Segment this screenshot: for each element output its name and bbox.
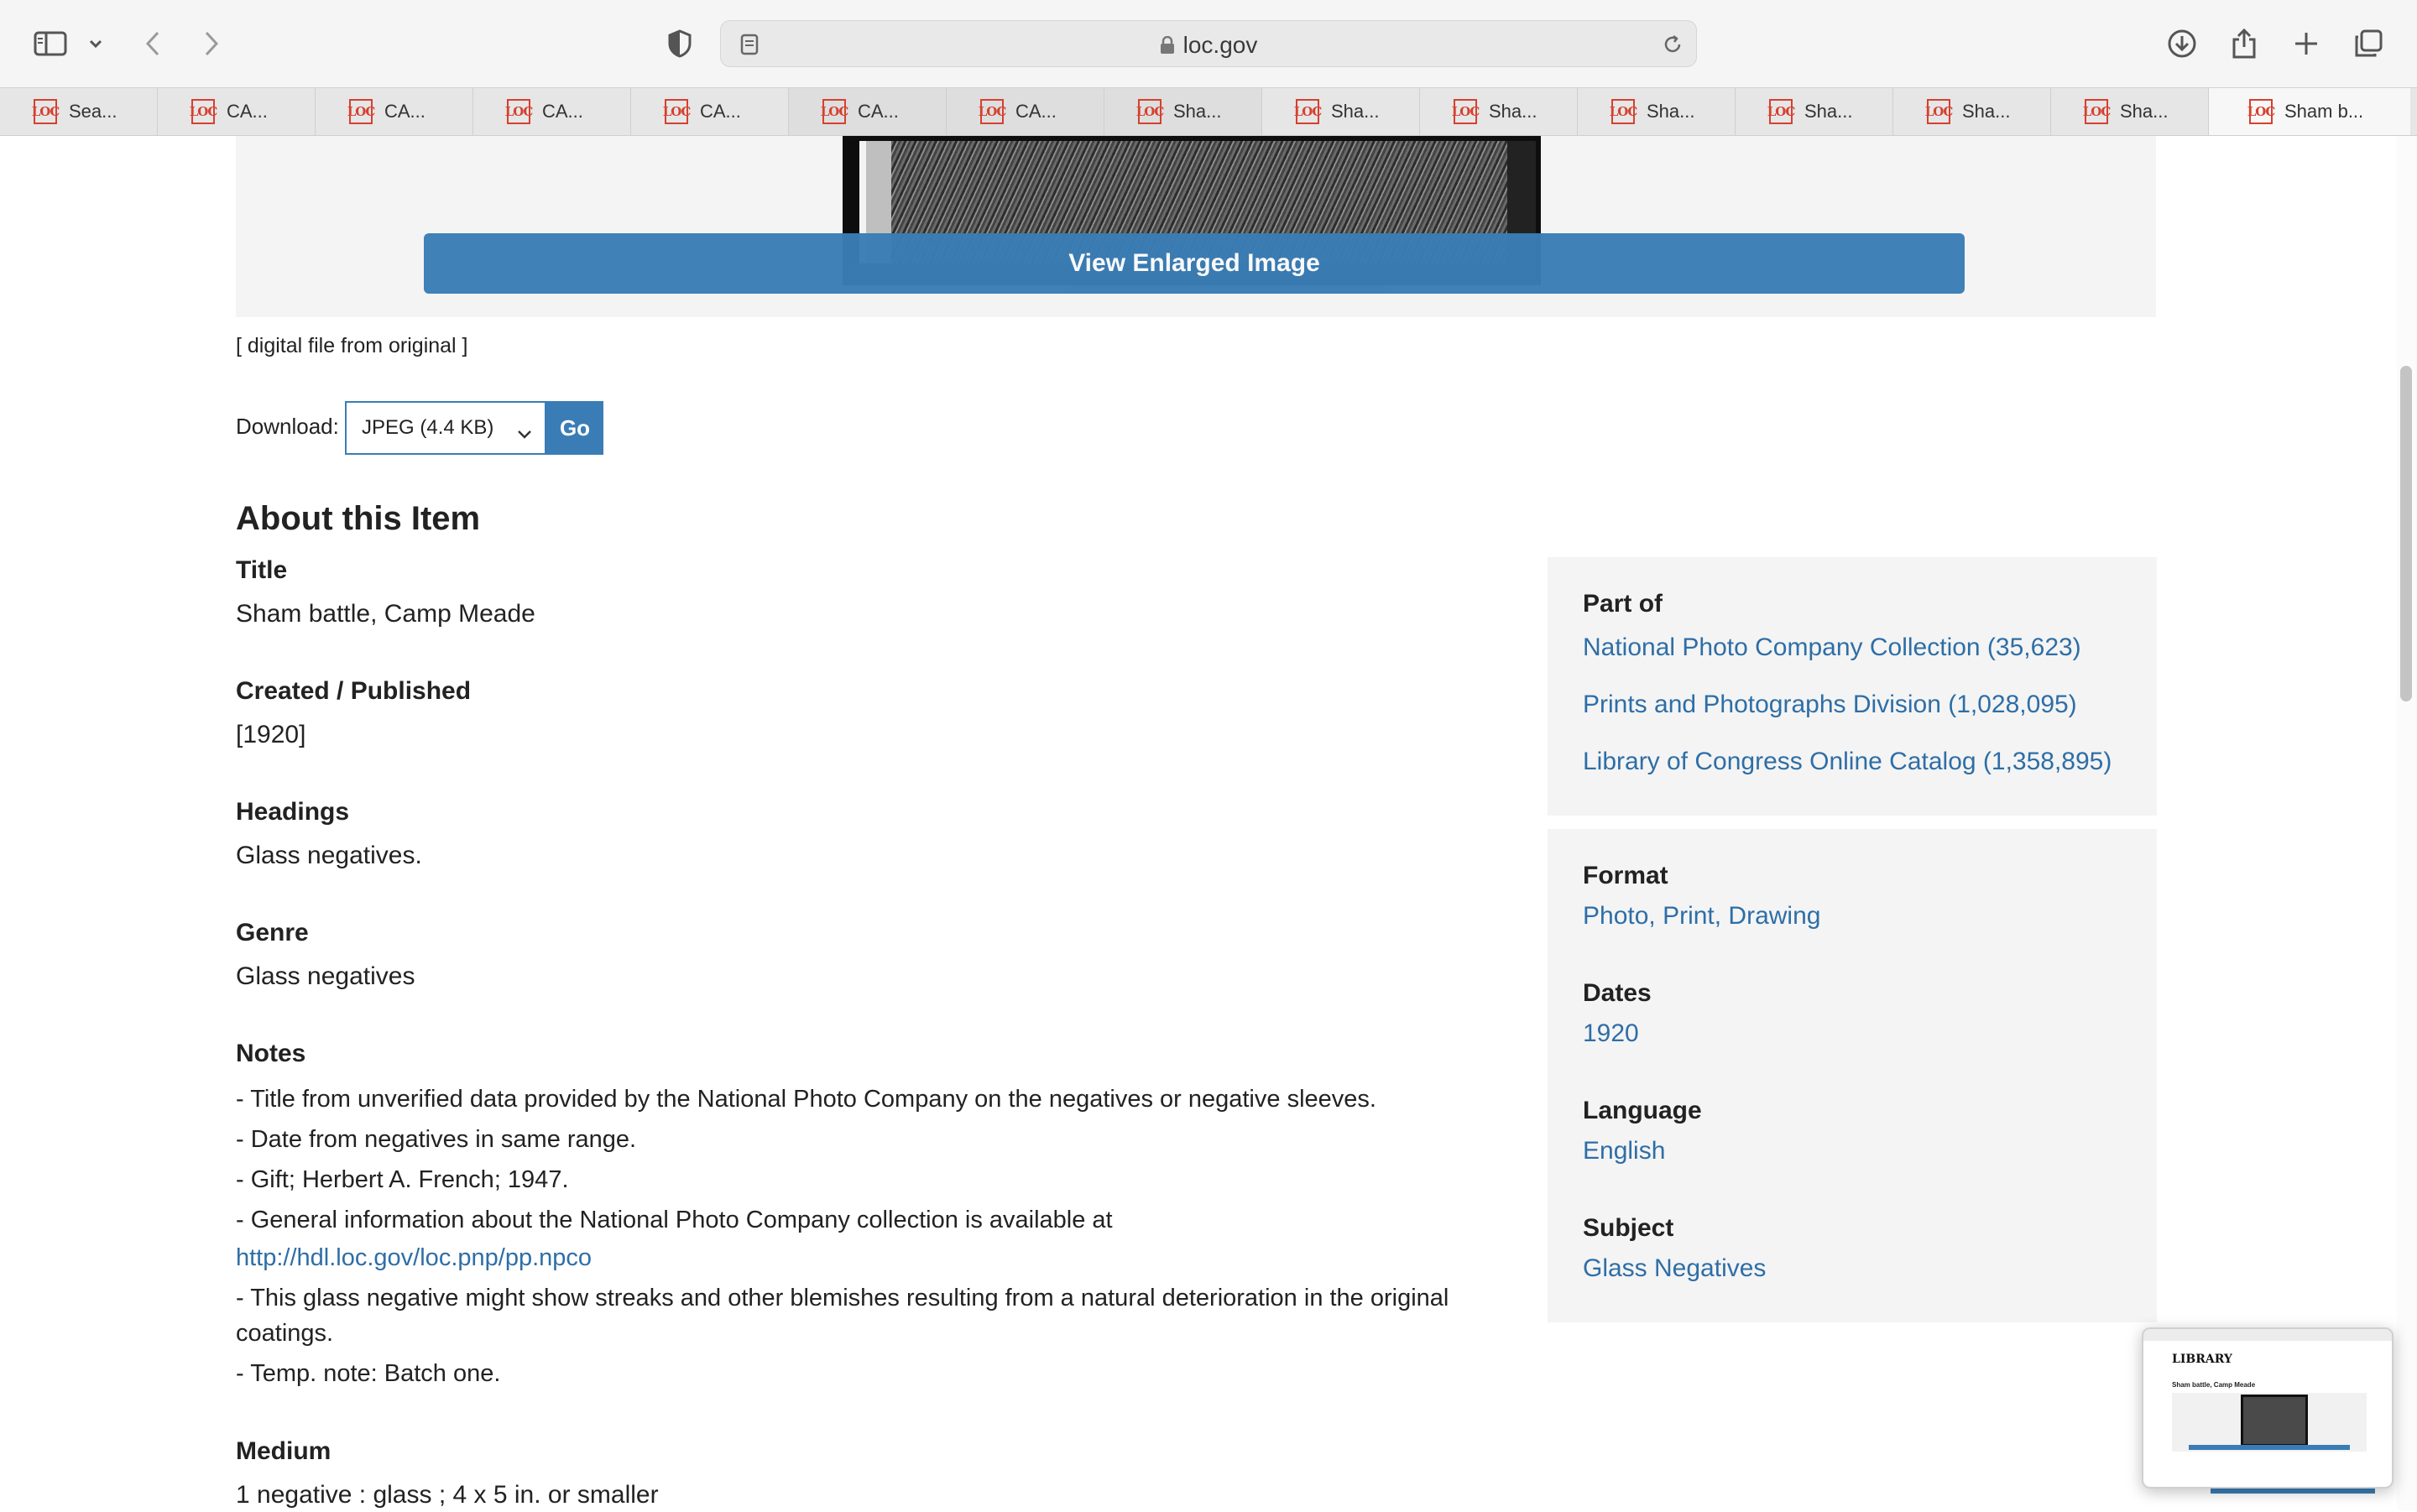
download-format-value: JPEG (4.4 KB) [362, 416, 494, 439]
loc-logo-icon: LOC [980, 99, 1004, 124]
tab-overview-icon[interactable] [2350, 25, 2387, 62]
view-enlarged-image-button[interactable]: View Enlarged Image [424, 233, 1965, 294]
created-field [236, 675, 1511, 752]
download-go-button[interactable]: Go [546, 401, 603, 455]
notes-link[interactable]: http://hdl.loc.gov/loc.pnp/pp.npco [236, 1244, 593, 1271]
tab-label: CA... [542, 101, 583, 122]
thumbnail-photo [2241, 1395, 2308, 1447]
tab-bar [0, 87, 2417, 136]
part-of-link[interactable]: Prints and Photographs Division (1,028,095) [1583, 691, 2077, 718]
partial-button [2211, 1489, 2375, 1494]
image-caption: [ digital file from original ] [236, 334, 468, 357]
part-of-label: Part of [1583, 590, 1663, 618]
tab-label: CA... [227, 101, 268, 122]
loc-logo-icon: LOC [1927, 99, 1950, 124]
chevron-down-icon [516, 423, 533, 446]
tab-label: Sea... [69, 101, 117, 122]
tab-label: Sha... [1489, 101, 1537, 122]
notes-label: Notes [236, 1040, 306, 1067]
thumbnail-enlarge-bar [2189, 1445, 2350, 1450]
facets-box [1548, 829, 2157, 1322]
headings-field [236, 795, 1511, 873]
browser-tab[interactable] [1578, 88, 1736, 135]
tab-label: Sha... [1647, 101, 1695, 122]
download-format-select[interactable] [345, 401, 546, 455]
notes-field [236, 1037, 1511, 1391]
genre-label: Genre [236, 919, 309, 946]
privacy-shield-icon[interactable] [661, 25, 698, 62]
dates-link[interactable]: 1920 [1583, 1019, 1639, 1047]
loc-logo-icon: LOC [1769, 99, 1793, 124]
created-value: [1920] [236, 721, 306, 748]
medium-label: Medium [236, 1437, 331, 1465]
title-value: Sham battle, Camp Meade [236, 600, 535, 628]
sidebar-toggle-icon[interactable] [32, 25, 69, 62]
language-link[interactable]: English [1583, 1137, 1666, 1165]
browser-tab[interactable] [947, 88, 1104, 135]
created-label: Created / Published [236, 677, 472, 705]
genre-value: Glass negatives [236, 962, 415, 990]
browser-tab[interactable] [473, 88, 631, 135]
note-item: - General information about the National Photo Company collection is available at [236, 1207, 1113, 1233]
genre-field [236, 916, 1511, 993]
tab-label: CA... [1015, 101, 1057, 122]
thumbnail-image-area [2172, 1393, 2367, 1452]
browser-tab[interactable] [2051, 88, 2209, 135]
tab-label: Sha... [1331, 101, 1380, 122]
tab-label: Sha... [1804, 101, 1853, 122]
page-thumbnail-preview[interactable] [2142, 1327, 2394, 1489]
back-icon[interactable] [134, 25, 171, 62]
url-value: loc.gov [1182, 32, 1258, 58]
tab-label: CA... [858, 101, 899, 122]
new-tab-icon[interactable] [2288, 25, 2325, 62]
headings-value: Glass negatives. [236, 842, 422, 869]
loc-logo-icon: LOC [2249, 99, 2273, 124]
reload-icon[interactable] [1654, 26, 1691, 63]
subject-label: Subject [1583, 1214, 1674, 1242]
part-of-link[interactable]: National Photo Company Collection (35,623) [1583, 633, 2081, 661]
about-heading: About this Item [236, 500, 481, 537]
loc-logo-icon: LOC [2085, 99, 2108, 124]
note-item: - Gift; Herbert A. French; 1947. [236, 1166, 569, 1193]
tab-label: Sha... [1173, 101, 1222, 122]
download-label: Download: [236, 414, 339, 439]
medium-value: 1 negative : glass ; 4 x 5 in. or smaller [236, 1481, 659, 1509]
note-item: - Title from unverified data provided by the National Photo Company on the negatives or negative sleeves. [236, 1086, 1376, 1113]
browser-tab-active[interactable] [2209, 88, 2410, 135]
format-link[interactable]: Photo, Print, Drawing [1583, 902, 1821, 930]
title-label: Title [236, 556, 288, 584]
loc-logo-icon: LOC [349, 99, 373, 124]
note-item: - This glass negative might show streaks and other blemishes resulting from a natural deterioration in the original coatings. [236, 1285, 1449, 1347]
note-item: - Temp. note: Batch one. [236, 1360, 501, 1387]
loc-logo-icon: LOC [34, 99, 57, 124]
image-viewer [236, 136, 2156, 317]
tab-label: Sham b... [2284, 101, 2364, 122]
tab-label: CA... [700, 101, 741, 122]
scrollbar-track[interactable] [2397, 136, 2417, 1510]
browser-tab[interactable] [1104, 88, 1262, 135]
scrollbar-thumb[interactable] [2400, 366, 2412, 701]
browser-tab[interactable] [1893, 88, 2051, 135]
loc-logo-icon: LOC [822, 99, 846, 124]
browser-tab[interactable] [1736, 88, 1893, 135]
chevron-down-icon[interactable] [77, 25, 114, 62]
loc-logo-icon: LOC [1138, 99, 1162, 124]
browser-tab[interactable] [631, 88, 789, 135]
thumbnail-title: Sham battle, Camp Meade [2172, 1381, 2256, 1389]
title-field [236, 554, 1511, 631]
tab-label: Sha... [2120, 101, 2169, 122]
tab-label: Sha... [1962, 101, 2011, 122]
tab-label: CA... [384, 101, 425, 122]
lock-icon [1160, 34, 1175, 60]
subject-link[interactable]: Glass Negatives [1583, 1254, 1767, 1282]
language-label: Language [1583, 1097, 1702, 1124]
loc-logo-icon: LOC [191, 99, 215, 124]
forward-icon[interactable] [193, 25, 230, 62]
loc-logo-icon: LOC [1454, 99, 1477, 124]
format-label: Format [1583, 862, 1668, 889]
dates-label: Dates [1583, 979, 1652, 1007]
thumbnail-toolbar [2143, 1329, 2392, 1341]
share-icon[interactable] [2226, 25, 2263, 62]
loc-logo-icon: LOC [665, 99, 688, 124]
browser-tab[interactable] [0, 88, 158, 135]
browser-tab[interactable] [1420, 88, 1578, 135]
browser-tab[interactable] [316, 88, 473, 135]
loc-logo-icon: LOC [1296, 99, 1319, 124]
browser-tab[interactable] [1262, 88, 1420, 135]
loc-logo-icon: LOC [1611, 99, 1635, 124]
thumbnail-logo: LIBRARY [2172, 1353, 2232, 1366]
address-bar[interactable] [720, 20, 1697, 67]
download-icon[interactable] [2164, 25, 2200, 62]
loc-logo-icon: LOC [507, 99, 530, 124]
browser-tab[interactable] [158, 88, 316, 135]
browser-tab[interactable] [789, 88, 947, 135]
part-of-link[interactable]: Library of Congress Online Catalog (1,358,895) [1583, 748, 2112, 775]
medium-field [236, 1435, 1511, 1512]
browser-toolbar [0, 0, 2417, 87]
headings-label: Headings [236, 798, 350, 826]
note-item: - Date from negatives in same range. [236, 1126, 637, 1153]
part-of-box [1548, 557, 2157, 816]
url-text [721, 32, 1696, 60]
